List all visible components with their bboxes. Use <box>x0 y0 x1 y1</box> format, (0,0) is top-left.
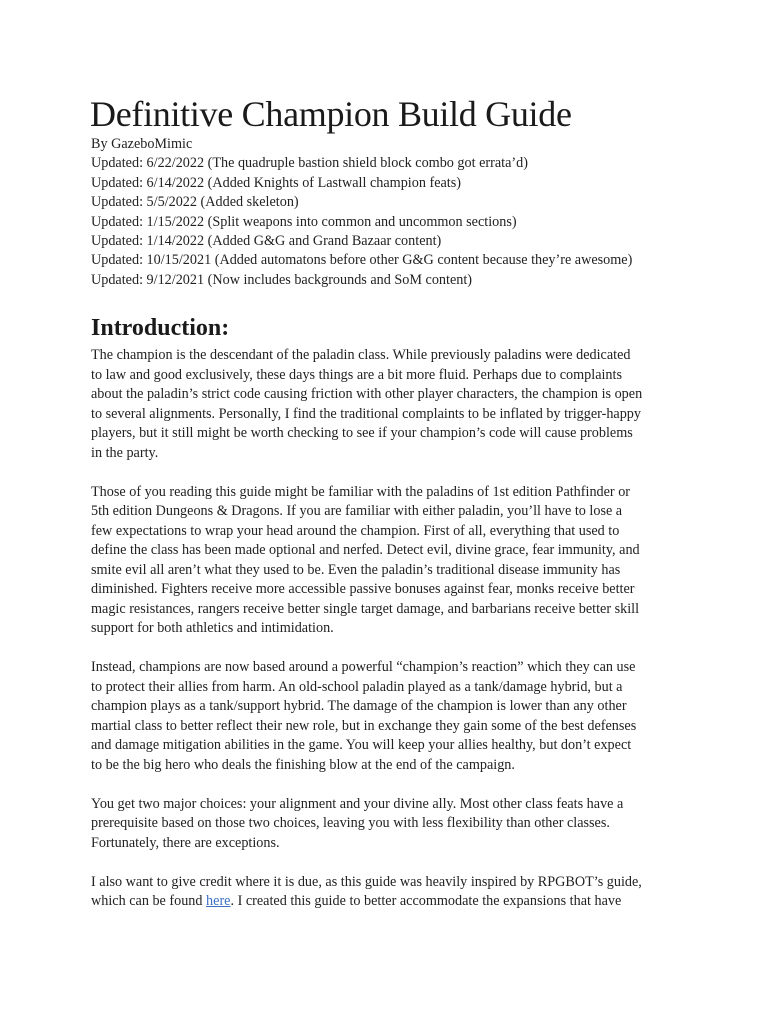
rpgbot-guide-link[interactable]: here <box>206 893 231 910</box>
paragraph-line-with-link <box>91 892 681 912</box>
link-prefix-text: which can be found <box>91 893 207 910</box>
paragraph-line: in the party. <box>91 444 159 461</box>
paragraph-line: about the paladin’s strict code causing friction with other player characters, the champion is open <box>91 386 643 403</box>
author-line: By GazeboMimic <box>91 136 193 152</box>
intro-paragraph-2 <box>91 483 681 639</box>
paragraph-line: support for both athletics and intimidation. <box>91 620 334 637</box>
update-line: Updated: 1/15/2022 (Split weapons into common and uncommon sections) <box>91 213 517 230</box>
update-line: Updated: 5/5/2022 (Added skeleton) <box>91 194 299 211</box>
introduction-heading: Introduction: <box>91 315 230 342</box>
paragraph-line: The champion is the descendant of the paladin class. While previously paladins were dedicated <box>91 347 631 364</box>
paragraph-line: define the class has been made optional and nerfed. Detect evil, divine grace, fear immunity, and <box>91 542 640 559</box>
paragraph-line: martial class to better reflect their new role, but in exchange they gain some of the best defenses <box>91 717 637 734</box>
paragraph-line: to protect their allies from harm. An old-school paladin played as a tank/damage hybrid, but a <box>91 678 623 695</box>
paragraph-line: Instead, champions are now based around a powerful “champion’s reaction” which they can use <box>91 659 636 676</box>
update-line: Updated: 10/15/2021 (Added automatons before other G&G content because they’re awesome) <box>91 252 633 269</box>
paragraph-line: to be the big hero who deals the finishing blow at the end of the campaign. <box>91 756 515 773</box>
paragraph-line: Fortunately, there are exceptions. <box>91 834 280 851</box>
update-line: Updated: 9/12/2021 (Now includes backgrounds and SoM content) <box>91 271 473 288</box>
update-line: Updated: 1/14/2022 (Added G&G and Grand Bazaar content) <box>91 233 442 250</box>
paragraph-line: diminished. Fighters receive more accessible passive bonuses against fear, monks receive better <box>91 581 635 598</box>
paragraph-line: few expectations to wrap your head around the champion. First of all, everything that used to <box>91 522 620 539</box>
intro-paragraph-1 <box>91 346 681 463</box>
link-suffix-text: . I created this guide to better accommodate the expansions that have <box>230 893 622 910</box>
paragraph-line: to several alignments. Personally, I find the traditional complaints to be inflated by trigger-happy <box>91 405 641 422</box>
paragraph-line: You get two major choices: your alignment and your divine ally. Most other class feats have a <box>91 795 624 812</box>
paragraph-line: players, but it still might be worth checking to see if your champion’s code will cause problems <box>91 425 633 442</box>
update-line: Updated: 6/14/2022 (Added Knights of Lastwall champion feats) <box>91 174 461 191</box>
intro-paragraph-4 <box>91 795 681 854</box>
paragraph-line: to law and good exclusively, these days things are a bit more fluid. Perhaps due to complaints <box>91 366 622 383</box>
paragraph-line: smite evil all aren’t what they used to be. Even the paladin’s traditional disease immunity has <box>91 561 621 578</box>
update-line: Updated: 6/22/2022 (The quadruple bastion shield block combo got errata’d) <box>91 155 528 172</box>
document-content <box>91 92 681 931</box>
paragraph-line: I also want to give credit where it is due, as this guide was heavily inspired by RPGBOT’s guide, <box>91 873 642 890</box>
document-title: Definitive Champion Build Guide <box>90 94 572 134</box>
paragraph-line: Those of you reading this guide might be familiar with the paladins of 1st edition Pathfinder or <box>91 483 631 500</box>
paragraph-line: 5th edition Dungeons & Dragons. If you are familiar with either paladin, you’ll have to lose a <box>91 503 623 520</box>
intro-paragraph-3 <box>91 658 681 775</box>
paragraph-line: prerequisite based on those two choices, leaving you with less flexibility than other classes. <box>91 815 610 832</box>
paragraph-line: and damage mitigation abilities in the game. You will keep your allies healthy, but don’t expect <box>91 737 632 754</box>
document-meta <box>91 135 681 290</box>
paragraph-line: magic resistances, rangers receive better single target damage, and barbarians receive better skill <box>91 600 640 617</box>
intro-paragraph-5 <box>91 873 681 912</box>
paragraph-line: champion plays as a tank/support hybrid. The damage of the champion is lower than any other <box>91 698 627 715</box>
